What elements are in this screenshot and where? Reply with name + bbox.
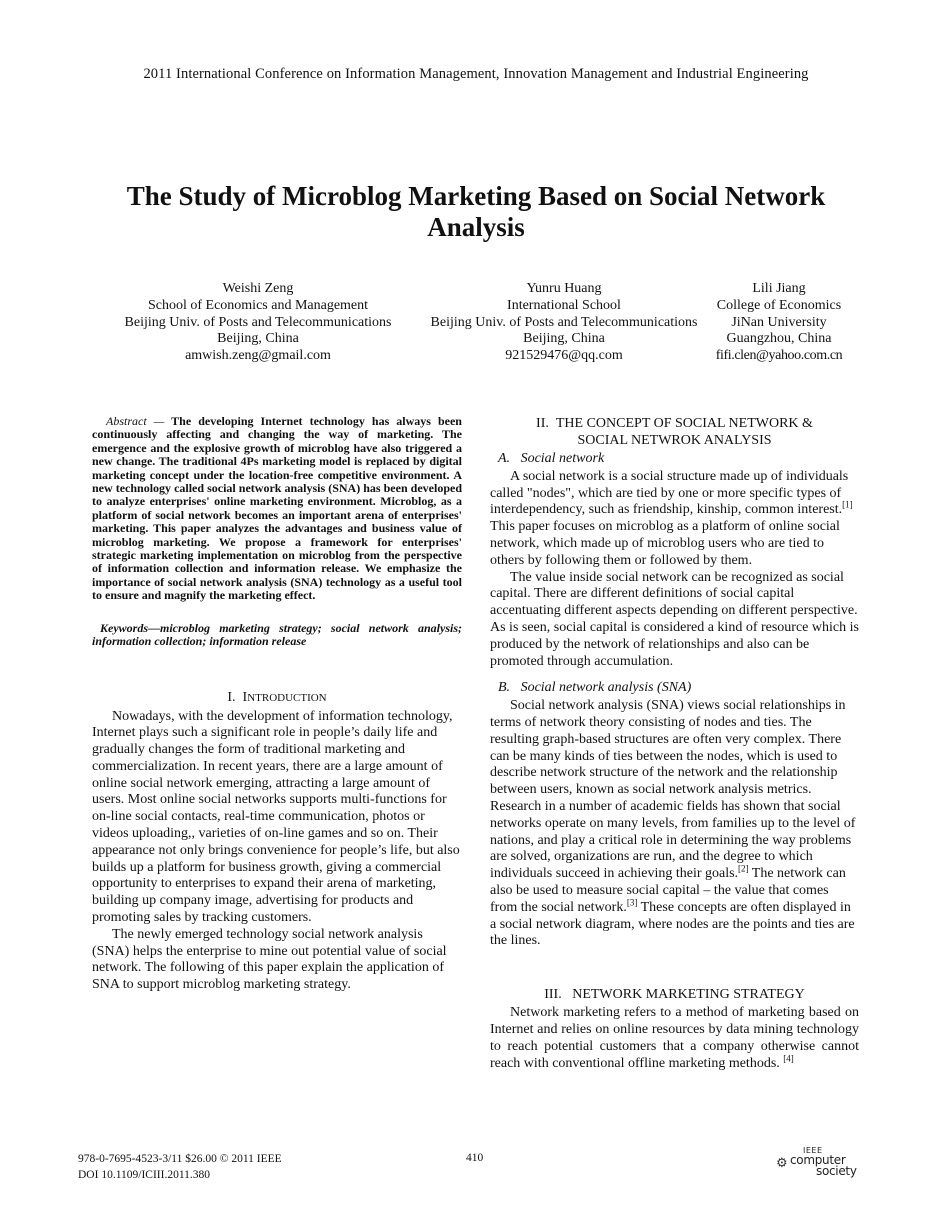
author-email[interactable]: amwish.zeng@gmail.com — [185, 348, 331, 364]
section-number: I. — [227, 689, 236, 705]
network-marketing-paragraph-1 — [490, 1005, 859, 1072]
right-column — [490, 415, 859, 1072]
section-title-initial: I — [242, 689, 248, 705]
footer-doi: DOI 10.1109/ICIII.2011.380 — [78, 1168, 211, 1181]
intro-paragraph-1: Nowadays, with the development of information technology, Internet plays such a significant role in people’s daily life and gradually changes the form of traditional marketing and commercialization. In recent years, there are a large amount of online social network emerging, attracting a large amount of users. Most online social networks supports multi-functions for on-line social contacts, real-time communication, photos or videos uploading,, varieties of on-line games and so on. Their appearance not only brings convenience for people’s life, but also builds up a platform for business growth, giving a commercial opportunity to enterprises to expand their arena of marketing, building up company image, advertising for products and promoting sales by tracking customers. — [92, 708, 460, 926]
author-institution: Beijing Univ. of Posts and Telecommunications — [124, 314, 392, 330]
logo-ieee-text: IEEE — [803, 1146, 823, 1155]
abstract-label: Abstract — — [106, 414, 165, 428]
subsection-heading-social-network — [498, 451, 859, 468]
keywords: Keywords—microblog marketing strategy; social network analysis; information collection; information release — [92, 620, 462, 649]
author-name: Weishi Zeng — [222, 281, 294, 296]
paper-title-line-1: The Study of Microblog Marketing Based on Social Network — [126, 181, 826, 211]
section-heading-introduction — [92, 689, 462, 707]
author-location: Beijing, China — [523, 331, 605, 347]
social-network-paragraph-1 — [490, 469, 859, 570]
author-dept: School of Economics and Management — [147, 297, 369, 313]
section-title-line-1: THE CONCEPT OF SOCIAL NETWORK & — [555, 416, 813, 431]
section-title: NETWORK MARKETING STRATEGY — [572, 987, 805, 1003]
paragraph-text: This paper focuses on microblog as a platform of online social network, which made up of microblog users who are tied to others by following them or followed by them. — [490, 519, 840, 568]
subsection-title: Social network analysis (SNA) — [520, 680, 692, 696]
section-heading-network-marketing — [490, 986, 859, 1003]
author-email[interactable]: 921529476@qq.com — [505, 348, 623, 364]
paragraph-text: These concepts are often displayed in a social network diagram, where nodes are the points and ties are the lines. — [490, 899, 855, 949]
abstract — [92, 415, 462, 603]
paper-title — [100, 181, 852, 243]
author-location: Beijing, China — [217, 331, 299, 347]
author-dept: International School — [507, 297, 621, 313]
section-title-rest: NTRODUCTION — [247, 691, 327, 704]
intro-paragraph-2: The newly emerged technology social network analysis (SNA) helps the enterprise to mine out potential value of social network. The following of this paper explain the application of SNA to support microblog marketing strategy. — [92, 926, 447, 993]
section-number: III. — [544, 987, 562, 1003]
abstract-text: The developing Internet technology has always been continuously affecting and changing the way of marketing. The emergence and the explosive growth of microblog have also triggered a new change. The traditional 4Ps marketing model is replaced by digital marketing concept under the location-free competitive environment. A new technology called social network analysis (SNA) has been developed to analyze enterprises' online marketing environment. Microblog, as a platform of social network becomes an important arena of enterprises' marketing. This paper analyzes the advantages and business value of microblog marketing. We propose a framework for enterprises' strategic marketing implementation on microblog from the perspective of information collection and information release. We emphasize the importance of social network analysis (SNA) technology as a useful tool to ensure and magnify the marketing effect. — [92, 414, 462, 603]
citation-ref[interactable]: [2] — [738, 863, 749, 874]
author-block-1 — [110, 281, 406, 365]
author-name: Lili Jiang — [752, 281, 806, 296]
author-email[interactable]: fifi.clen@yahoo.com.cn — [715, 348, 843, 364]
paragraph-text: A social network is a social structure made up of individuals called "nodes", which are tied by one or more specific types of interdependency, such as friendship, kinship, common interest. — [490, 468, 849, 518]
sna-paragraph-1 — [490, 698, 859, 950]
paragraph-text: Network marketing refers to a method of marketing based on Internet and relies on online resources by data mining technology to reach potential customers that a company otherwise cannot reach with conventional offline marketing methods. — [490, 1005, 859, 1071]
social-network-paragraph-2: The value inside social network can be recognized as social capital. There are different definitions of social capital accentuating different aspects depending on different perspective. As is seen, social capital is considered a kind of resource which is produced by the network of relationships and also can be promoted through accumulation. — [490, 569, 859, 669]
footer-isbn: 978-0-7695-4523-3/11 $26.00 © 2011 IEEE — [78, 1153, 282, 1165]
section-heading-concept — [490, 415, 859, 449]
author-institution: Beijing Univ. of Posts and Telecommunications — [430, 314, 698, 330]
subsection-label: B. — [498, 680, 511, 696]
author-block-3 — [706, 281, 852, 365]
paragraph-text: Social network analysis (SNA) views social relationships in terms of network theory consisting of nodes and ties. The resulting graph-based structures are often very complex. There can be many kinds of ties between the nodes, which is used to describe network structure of the network and the relationship between users, known as social network analysis metrics. Research in a number of academic fields has shown that social networks operate on many levels, from families up to the level of nations, and play a critical role in determining the way problems are solved, organizations are run, and the degree to which individuals succeed in achieving their goals. — [490, 698, 856, 882]
paper-title-line-2: Analysis — [427, 212, 525, 242]
section-title-line-2: SOCIAL NETWROK ANALYSIS — [577, 433, 772, 448]
citation-ref[interactable]: [4] — [783, 1052, 794, 1063]
logo-computer-text: computer — [790, 1153, 846, 1167]
footer-left — [78, 1152, 282, 1183]
citation-ref[interactable]: [3] — [626, 897, 638, 908]
paragraph-text: The network can also be used to measure social capital – the value that comes from the social network. — [490, 866, 846, 915]
author-location: Guangzhou, China — [726, 331, 832, 347]
ieee-computer-society-logo — [776, 1146, 860, 1176]
section-number: II. — [536, 416, 549, 431]
page-number: 410 — [466, 1152, 484, 1164]
left-column — [92, 415, 462, 994]
author-institution: JiNan University — [731, 314, 827, 330]
subsection-label: A. — [498, 451, 511, 466]
citation-ref[interactable]: [1] — [842, 499, 853, 510]
subsection-title: Social network — [520, 451, 605, 466]
subsection-heading-sna — [498, 680, 859, 697]
author-block-2 — [418, 281, 710, 365]
ieee-logo-icon: ⚙ — [776, 1156, 788, 1171]
author-name: Yunru Huang — [526, 281, 602, 296]
logo-society-text: society — [816, 1164, 857, 1178]
conference-header: 2011 International Conference on Information Management, Innovation Management and Industrial Engineering — [143, 66, 809, 82]
author-dept: College of Economics — [716, 297, 842, 313]
